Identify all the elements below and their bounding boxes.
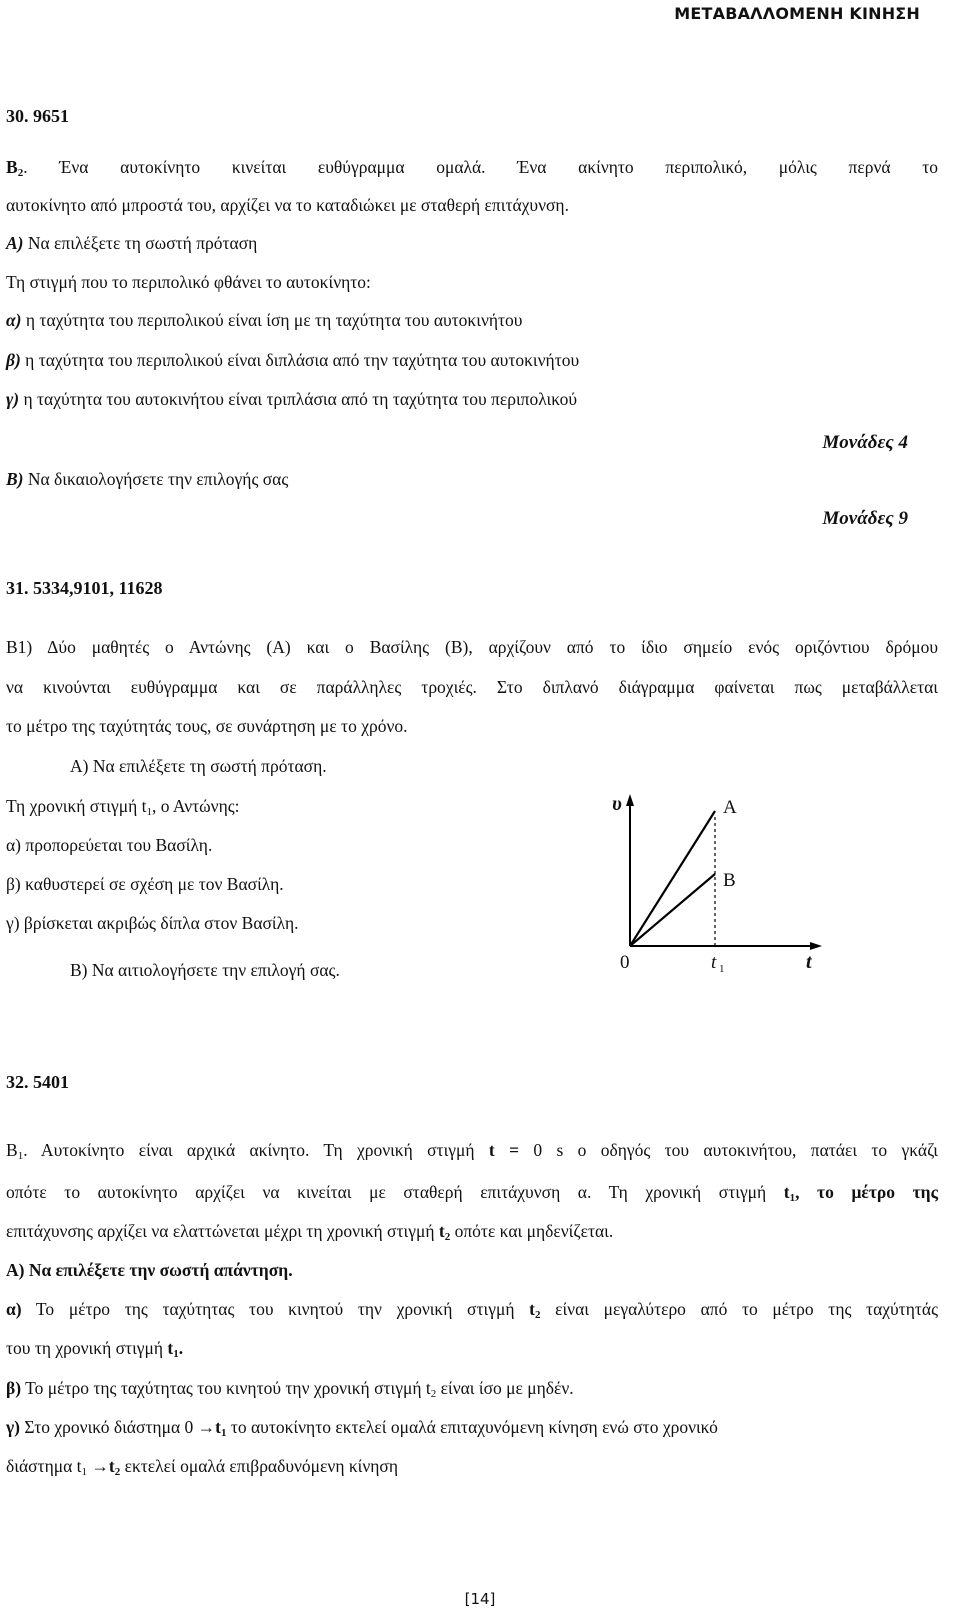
q32-option-a-line2: του τη χρονική στιγμή $t_1$.	[6, 1338, 184, 1360]
q30-option-g: γ) η ταχύτητα του αυτοκινήτου είναι τριπλάσια από τη ταχύτητα του περιπολικού	[6, 389, 578, 409]
q30-points-2: Μονάδες 9	[822, 508, 908, 529]
series-label-1: Β	[723, 870, 736, 891]
y-axis-label: υ	[612, 793, 622, 815]
velocity-time-chart	[600, 780, 840, 990]
series-line-1	[630, 874, 715, 946]
q30-option-a: α) η ταχύτητα του περιπολικού είναι ίση με τη ταχύτητα του αυτοκινήτου	[6, 310, 523, 330]
origin-label: 0	[620, 952, 630, 973]
q30-part-b: Β) Να δικαιολογήσετε την επιλογής σας	[6, 469, 289, 489]
q31-part-a: Α) Να επιλέξετε τη σωστή πρόταση.	[70, 756, 327, 776]
q32-number: 32. 5401	[6, 1072, 69, 1092]
q32-line1: $B_1$. Αυτοκίνητο είναι αρχικά ακίνητο. Τη χρονική στιγμή t = 0 s ο οδηγός του αυτοκινήτου, πατάει το γκάζι	[6, 1140, 938, 1162]
q32-option-a-line1: α) Το μέτρο της ταχύτητας του κινητού την χρονική στιγμή $t_2$ είναι μεγαλύτερο από το μέτρο της ταχύτητάς	[6, 1299, 938, 1321]
q31-option-b: β) καθυστερεί σε σχέση με τον Βασίλη.	[6, 874, 284, 894]
q30-part-a: Α) Να επιλέξετε τη σωστή πρόταση	[6, 233, 258, 253]
q32-line2: οπότε το αυτοκίνητο αρχίζει να κινείται με σταθερή επιτάχυνση α. Τη χρονική στιγμή $t_1$, το μέτρο της	[6, 1182, 938, 1204]
q31-option-g: γ) βρίσκεται ακριβώς δίπλα στον Βασίλη.	[6, 913, 299, 933]
q31-para-line3: το μέτρο της ταχύτητάς τους, σε συνάρτηση με το χρόνο.	[6, 716, 408, 736]
q32-part-a: Α) Να επιλέξετε την σωστή απάντηση.	[6, 1260, 293, 1280]
q31-para-line1: Β1) Δύο μαθητές ο Αντώνης (Α) και ο Βασίλης (Β), αρχίζουν από το ίδιο σημείο ενός οριζόντιου δρόμου	[6, 637, 938, 657]
y-axis-arrow	[626, 794, 634, 806]
tick-label-t1: t	[711, 952, 717, 973]
q30-line1: $B_2$. Ένα αυτοκίνητο κινείται ευθύγραμμα ομαλά. Ένα ακίνητο περιπολικό, μόλις περνά το	[6, 157, 938, 179]
q30-number: 30. 9651	[6, 106, 69, 126]
q31-part-b: Β) Να αιτιολογήσετε την επιλογή σας.	[70, 960, 340, 980]
q32-line3: επιτάχυνσης αρχίζει να ελαττώνεται μέχρι τη χρονική στιγμή $t_2$ οπότε και μηδενίζεται.	[6, 1221, 614, 1243]
q30-points-1: Μονάδες 4	[822, 432, 908, 453]
q30-option-b: β) η ταχύτητα του περιπολικού είναι διπλάσια από την ταχύτητα του αυτοκινήτου	[6, 350, 580, 370]
q31-option-a: α) προπορεύεται του Βασίλη.	[6, 835, 213, 855]
q32-option-g-line1: γ) Στο χρονικό διάστημα $0 \to t_1$ το αυτοκίνητο εκτελεί ομαλά επιταχυνόμενη κίνηση ενώ στο χρονικό	[6, 1417, 718, 1439]
x-axis-arrow	[810, 942, 822, 950]
x-axis-label: t	[806, 951, 812, 973]
q31-stem: Τη χρονική στιγμή $t_1$, ο Αντώνης:	[6, 796, 240, 818]
series-line-0	[630, 811, 715, 946]
q32-option-b: β) Το μέτρο της ταχύτητας του κινητού την χρονική στιγμή $t_2$ είναι ίσο με μηδέν.	[6, 1378, 574, 1400]
q31-number: 31. 5334,9101, 11628	[6, 578, 163, 598]
series-label-0: Α	[723, 797, 737, 818]
q30-line2: αυτοκίνητο από μπροστά του, αρχίζει να το καταδιώκει με σταθερή επιτάχυνση.	[6, 195, 569, 215]
q31-para-line2: να κινούνται ευθύγραμμα και σε παράλληλες τροχιές. Στο διπλανό διάγραμμα φαίνεται πως μεταβάλλεται	[6, 677, 938, 697]
page-header: ΜΕΤΑΒΑΛΛΟΜΕΝΗ ΚΙΝΗΣΗ	[674, 4, 920, 23]
q32-option-g-line2: διάστημα $t_1 \to t_2$ εκτελεί ομαλά επιβραδυνόμενη κίνηση	[6, 1456, 399, 1478]
tick-label-t1-sub: 1	[719, 963, 725, 975]
q30-stem: Τη στιγμή που το περιπολικό φθάνει το αυτοκίνητο:	[6, 272, 371, 292]
page-number: [14]	[464, 1590, 496, 1608]
